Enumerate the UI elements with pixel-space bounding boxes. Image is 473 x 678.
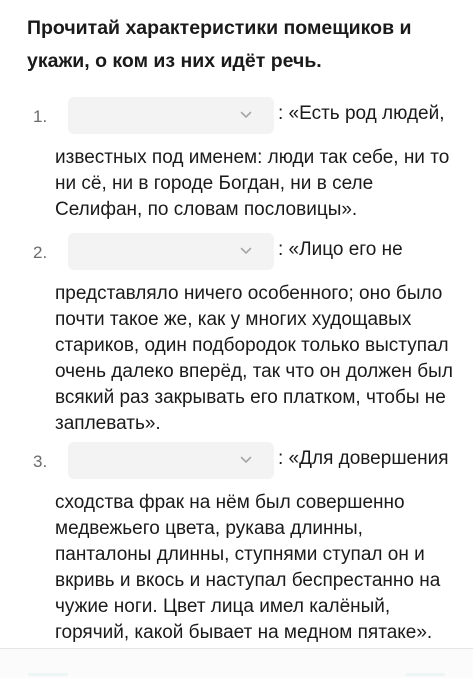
next-select-hint <box>405 673 445 676</box>
chevron-down-icon <box>240 245 252 257</box>
item-number: 3. <box>33 452 48 471</box>
quote-text: известных под именем: люди так себе, ни то ни сё, ни в городе Богдан, ни в селе Селифан, по словам пословицы». <box>55 147 450 220</box>
chevron-down-icon <box>240 109 252 121</box>
quote-start: : «Лицо его не <box>278 239 403 260</box>
quote-start: : «Для довершения <box>278 448 449 469</box>
task-heading: Прочитай характеристики помещиков и укажи, о ком из них идёт речь. <box>27 17 412 72</box>
item-number: 2. <box>33 243 48 262</box>
character-select-1[interactable] <box>68 97 274 134</box>
chevron-down-icon <box>240 454 252 466</box>
quote-text: сходства фрак на нём был совершенно медвежьего цвета, рукава длинны, панталоны длинны, ступнями ступал он и вкривь и вкось и наступал беспрестанно на чужие ноги. Цвет лица имел калёный, горячий, какой бывает на медном пятаке». <box>55 492 441 643</box>
quote-start: : «Есть род людей, <box>278 103 445 124</box>
character-select-3[interactable] <box>68 442 274 479</box>
character-select-2[interactable] <box>68 233 274 270</box>
item-number: 1. <box>33 107 48 126</box>
quote-text: представляло ничего особенного; оно было почти такое же, как у многих худощавых стариков, один подбородок только выступал очень далеко вперёд, так что он должен был всякий раз закрывать его платком, чтобы не заплевать». <box>55 283 453 434</box>
next-select-hint <box>28 673 68 676</box>
next-section-peek <box>0 649 473 678</box>
